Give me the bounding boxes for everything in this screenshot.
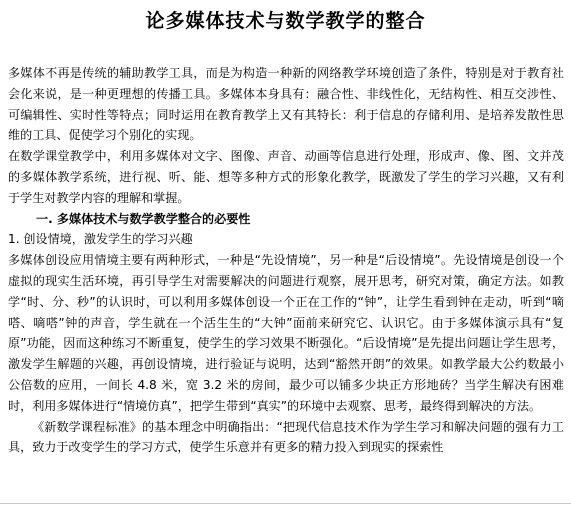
page-bottom-edge xyxy=(0,503,571,504)
paragraph-intro: 多媒体不再是传统的辅助教学工具，而是为构造一种新的网络教学环境创造了条件，特别是对于教育社会化来说，是一种更理想的传播工具。多媒体本身具有：融合性、非线性化，无结构性、相互交涉性、可编辑性、实时性等特点；同时运用在教育教学上又有其特长：利于信息的存储利用、是培养发散性思维的工具、促使学习个别化的实现。 xyxy=(8,66,564,143)
subsection-heading: 1. 创设情境，激发学生的学习兴趣 xyxy=(8,232,193,247)
document-title: 论多媒体技术与数学教学的整合 xyxy=(145,10,426,32)
paragraph-situations: 多媒体创设应用情境主要有两种形式，一种是“先设情境”，另一种是“后设情境”。先设情境是创设一个虚拟的现实生活环境，再引导学生对需要解决的问题进行观察，展开思考，研究对策，确定方法。如教学“时、分、秒”的认识时，可以利用多媒体创设一个正在工作的“钟”，让学生看到钟在走动，听到“嘀嗒、嘀嗒”钟的声音，学生就在一个活生生的“大钟”面前来研究它、认识它。由于多媒体演示具有“复原”功能，因而这种练习不断重复，使学生的学习效果不断强化。“后设情境”是先提出问题让学生思考，激发学生解题的兴趣，再创设情境，进行验证与说明，达到“豁然开朗”的效果。如教学最大公约数最小公倍数的应用，一间长 4.8 米，宽 3.2 米的房间，最少可以铺多少块正方形地砖？当学生解决有困难时，利用多媒体进行“情境仿真”，把学生带到“真实”的环境中去观察、思考，最终得到解决的方法。 xyxy=(8,253,564,413)
section-heading: 一. 多媒体技术与数学教学整合的必要性 xyxy=(36,211,251,226)
paragraph-classroom: 在数学课堂教学中，利用多媒体对文字、图像、声音、动画等信息进行处理，形成声、像、图、文并茂的多媒体教学系统，进行视、听、能、想等多种方式的形象化教学，既激发了学生的学习兴趣，又有利于学生对教学内容的理解和掌握。 xyxy=(8,149,564,205)
document-body xyxy=(8,63,564,458)
paragraph-curriculum: 《新数学课程标准》的基本理念中明确指出：“把现代信息技术作为学生学习和解决问题的强有力工具，致力于改变学生的学习方式，使学生乐意并有更多的精力投入到现实的探索性 xyxy=(8,419,564,455)
